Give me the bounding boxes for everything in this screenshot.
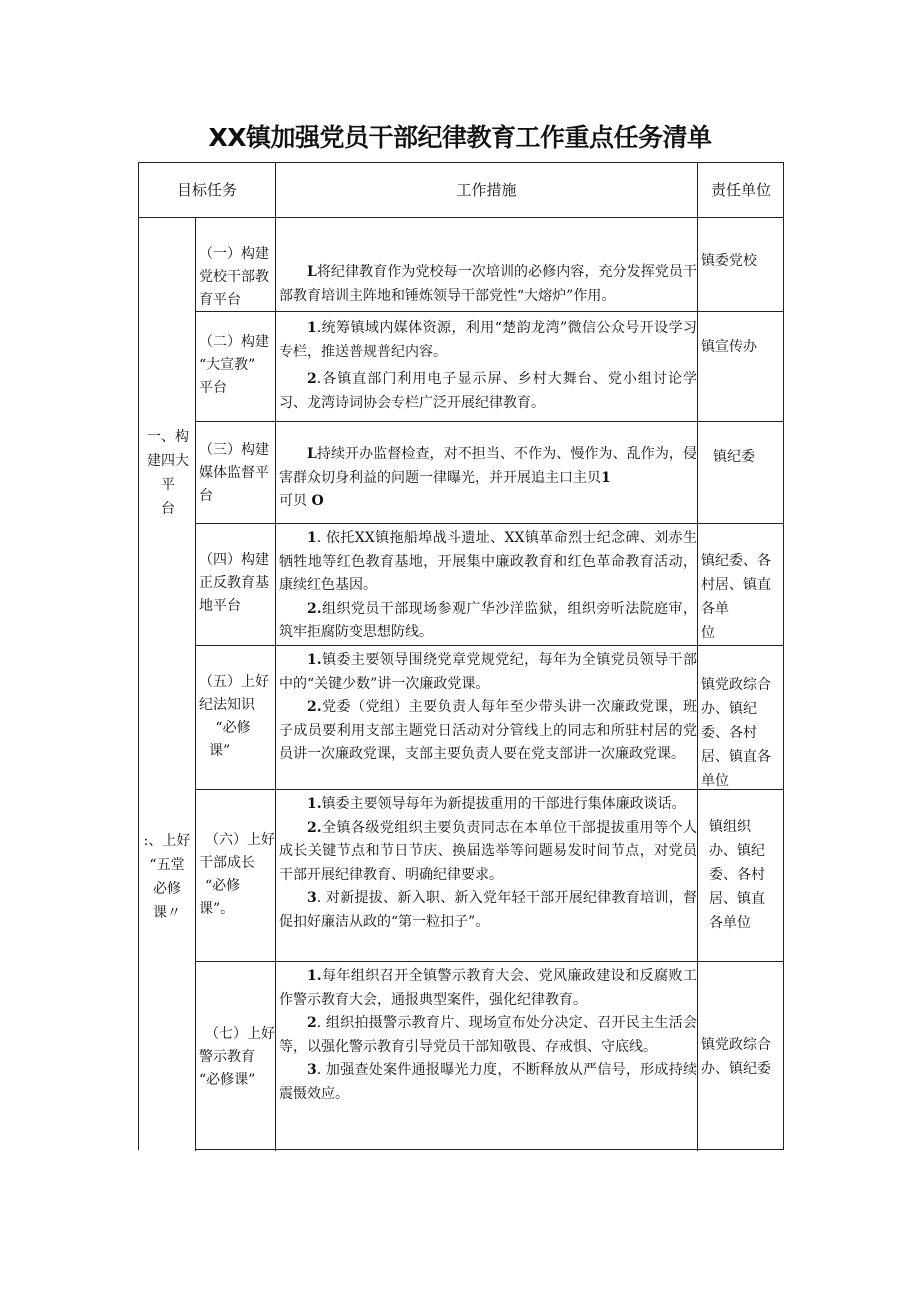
task-line: 课”。 — [199, 901, 235, 917]
measure-continuation — [279, 490, 697, 514]
measure-number: 3 — [307, 890, 317, 906]
row-divider — [195, 1149, 783, 1150]
unit-line: 镇委党校 — [701, 253, 757, 269]
measures-5 — [279, 649, 697, 767]
unit-line: 镇组织 — [709, 819, 751, 835]
measures-2 — [279, 317, 697, 415]
task-3 — [197, 439, 277, 508]
task-line: （六）上好 — [205, 832, 275, 848]
measure-text: . 对新提拔、新入职、新入党年轻干部开展纪律教育培训，督促扣好廉洁从政的“第一粒扣子”。 — [279, 890, 697, 930]
task-7 — [197, 1023, 277, 1092]
measure-text: 每年组织召开全镇警示教育大会、党风廉政建设和反腐败工作警示教育大会，通报典型案件，强化纪律教育。 — [279, 968, 697, 1008]
task-line: 台 — [199, 488, 213, 504]
measure-number: 2 — [307, 371, 317, 387]
task-1 — [197, 243, 277, 312]
unit-line: 委、各村 — [709, 867, 765, 883]
measure-number: 2. — [307, 699, 322, 715]
category-line: 平 — [161, 477, 175, 493]
unit-line: 各单 — [701, 601, 729, 617]
measures-4 — [279, 527, 697, 645]
measures-6 — [279, 793, 697, 934]
task-line: 课” — [209, 743, 231, 759]
measures-7 — [279, 965, 697, 1106]
measure-item — [279, 368, 697, 415]
unit-line: 位 — [701, 625, 715, 641]
measure-text: 全镇各级党组织主要负责同志在本单位干部提拔重用等个人成长关键节点和节日节庆、换届选举等问题易发时间节点，对党员干部开展纪律教育、明确纪律要求。 — [279, 819, 697, 883]
measure-text: 镇委主要领导每年为新提拔重用的干部进行集体廉政谈话。 — [321, 796, 686, 812]
measure-text: 党委（党组）主要负责人每年至少带头讲一次廉政党课，班子成员要利用支部主题党日活动对分管线上的同志和所驻村居的党员讲一次廉政党课，支部主要负责人要在党支部讲一次廉政党课。 — [279, 699, 697, 762]
unit-line: 各单位 — [709, 915, 751, 931]
unit-3 — [711, 445, 785, 469]
task-line: （七）上好 — [205, 1026, 275, 1042]
category-line: :、上好 — [143, 833, 191, 849]
row-divider — [195, 421, 783, 422]
measure-item — [279, 1059, 697, 1106]
row-divider — [139, 217, 783, 218]
unit-1 — [699, 249, 785, 273]
header-target: 目标任务 — [176, 181, 237, 199]
measure-text: . 依托XX镇拖船埠战斗遗址、XX镇革命烈士纪念碑、刘赤生牺牲地等红色教育基地，开展集中廉政教育和红色革命教育活动，康续红色基因。 — [279, 530, 697, 593]
measure-item — [279, 887, 697, 934]
col-divider — [195, 217, 196, 1151]
measure-item — [279, 965, 697, 1012]
task-line: “必修 — [215, 720, 251, 736]
measure-text: . 组织拍摄警示教育片、现场宣布处分决定、召开民主生活会等，以强化警示教育引导党员干部知敬畏、存戒惧、守底线。 — [279, 1015, 697, 1055]
measure-text: 组织党员干部现场参观广华沙洋监狱，组织旁听法院庭审，筑牢拒腐防变思想防线。 — [279, 600, 697, 640]
measure-number: 3 — [307, 1062, 317, 1078]
measure-number: 1. — [307, 796, 322, 812]
task-line: （一）构建 — [199, 246, 269, 262]
task-table — [138, 162, 784, 1150]
task-line: （五）上好 — [199, 674, 269, 690]
header-measures: 工作措施 — [456, 181, 517, 199]
task-line: 育平台 — [199, 292, 241, 308]
unit-line: 单位 — [701, 773, 729, 789]
category-four-platforms — [141, 425, 195, 521]
task-line: 纪法知识 — [199, 697, 255, 713]
task-line: 地平台 — [199, 598, 241, 614]
unit-line: 镇纪委、各 — [701, 553, 771, 569]
measure-text: .各镇直部门利用电子显示屏、乡村大舞台、党小组讨论学习、龙湾诗词协会专栏广泛开展纪律教育。 — [279, 371, 697, 411]
row-divider — [195, 961, 783, 962]
task-6 — [197, 829, 277, 921]
task-line: （三）构建 — [199, 442, 269, 458]
task-line: 党校干部教 — [199, 269, 269, 285]
measure-text: .统筹镇域内媒体资源，利用“楚韵龙湾”微信公众号开设学习专栏，推送普规普纪内容。 — [279, 320, 697, 360]
category-line: “五堂 — [149, 857, 185, 873]
unit-line: 办、镇纪 — [709, 843, 765, 859]
unit-line: 村居、镇直 — [701, 577, 771, 593]
document-title: XX镇加强党员干部纪律教育工作重点任务清单 — [208, 123, 712, 152]
task-line: “大宣教” — [199, 357, 256, 373]
measure-number: 1. — [307, 968, 322, 984]
measure-text: 持续开办监督检查，对不担当、不作为、慢作为、乱作为，侵害群众切身利益的问题一律曝光，并开展追主口主贝 — [279, 446, 697, 486]
unit-line: 镇党政综合 — [701, 1037, 771, 1053]
measure-item — [279, 261, 697, 308]
task-line: 警示教育 — [199, 1049, 255, 1065]
measure-tail: 可贝 — [279, 493, 307, 509]
task-line: 正反教育基 — [199, 575, 269, 591]
measure-item — [279, 527, 697, 598]
task-line: （二）构建 — [199, 334, 269, 350]
measure-number: 2. — [307, 819, 322, 836]
row-divider — [195, 645, 783, 646]
unit-line: 委、各村 — [701, 725, 757, 741]
category-line: 建四大 — [147, 453, 189, 469]
category-line: 一、构 — [147, 429, 189, 445]
measure-item — [279, 1012, 697, 1059]
task-5 — [197, 671, 277, 763]
measure-number: L — [307, 446, 317, 462]
unit-line: 镇党政综合 — [701, 677, 771, 693]
task-line: 媒体监督平 — [199, 465, 269, 481]
unit-line: 居、镇直各 — [701, 749, 771, 765]
measure-item — [279, 696, 697, 767]
unit-line: 镇宣传办 — [701, 339, 757, 355]
unit-line: 镇纪委 — [713, 449, 755, 465]
task-line: （四）构建 — [199, 552, 269, 568]
unit-7 — [699, 1033, 785, 1081]
row-divider — [195, 523, 783, 524]
category-line: 台 — [161, 501, 175, 517]
category-line: 课〃 — [153, 905, 181, 921]
measure-item — [279, 598, 697, 645]
measure-item — [279, 793, 697, 817]
unit-6 — [707, 815, 785, 935]
measure-text: 将纪律教育作为党校每一次培训的必修内容，充分发挥党员干部教育培训主阵地和锤炼领导干部党性“大熔炉”作用。 — [279, 264, 697, 304]
row-divider — [195, 789, 783, 790]
measure-number: 1. — [307, 652, 322, 668]
measure-item — [279, 817, 697, 888]
measures-3 — [279, 443, 697, 514]
task-line: 干部成长 — [199, 855, 255, 871]
measure-item — [279, 649, 697, 696]
measure-text: . 加强查处案件通报曝光力度，不断释放从严信号，形成持续震慑效应。 — [279, 1062, 697, 1102]
unit-line: 办、镇纪 — [701, 701, 757, 717]
measure-number: 1 — [307, 320, 317, 336]
task-2 — [197, 331, 277, 400]
task-line: “必修课” — [199, 1072, 256, 1088]
measure-tail: 1 — [601, 469, 611, 486]
measure-item — [279, 443, 697, 490]
row-divider — [195, 311, 783, 312]
header-unit: 责任单位 — [710, 181, 771, 199]
measure-number: 2. — [307, 600, 322, 617]
category-five-courses — [139, 829, 195, 925]
measure-text: 镇委主要领导围绕党章党规党纪，每年为全镇党员领导干部中的“关键少数”讲一次廉政党课。 — [279, 652, 697, 692]
measure-number: 2 — [307, 1015, 317, 1031]
task-line: “必修 — [205, 878, 241, 894]
measures-1 — [279, 261, 697, 308]
task-line: 平台 — [199, 380, 227, 396]
measure-item — [279, 317, 697, 364]
unit-line: 居、镇直 — [709, 891, 765, 907]
category-line: 必修 — [153, 881, 181, 897]
measure-number: 1 — [307, 530, 317, 546]
task-4 — [197, 549, 277, 618]
measure-number: L — [307, 264, 317, 280]
unit-2 — [699, 335, 785, 359]
unit-line: 办、镇纪委 — [701, 1061, 771, 1077]
unit-5 — [699, 673, 785, 793]
measure-tail: O — [311, 493, 324, 509]
unit-4 — [699, 549, 785, 645]
